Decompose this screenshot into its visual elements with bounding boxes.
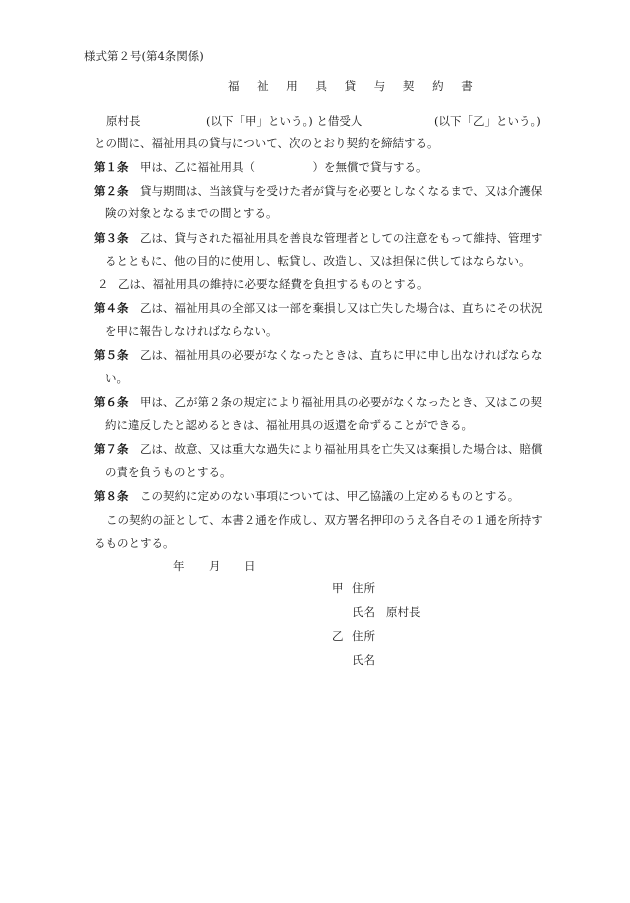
party-b-address-label: 住所 <box>352 629 375 643</box>
article-3-line-2: るとともに、他の目的に使用し、転貸し、改造し、又は担保に供してはならない。 <box>105 254 531 268</box>
document-title: 福 祉 用 具 貸 与 契 約 書 <box>228 79 480 93</box>
article-4-line-1: 乙は、福祉用具の全部又は一部を棄損し又は亡失した場合は、直ちにその状況 <box>140 301 543 315</box>
date-day: 日 <box>244 559 256 573</box>
article-2-line-1: 貸与期間は、当該貸与を受けた者が貸与を必要としなくなるまで、又は介護保 <box>140 184 543 198</box>
intro-borrower-suffix: (以下「乙」という。) <box>434 114 541 128</box>
article-3-heading: 第３条 <box>94 231 129 245</box>
party-b-name-label: 氏名 <box>352 653 375 667</box>
article-1-heading: 第１条 <box>94 160 129 174</box>
intro-lender: 原村長 <box>106 114 141 128</box>
article-4-heading: 第４条 <box>94 301 129 315</box>
closing-line-1: この契約の証として、本書２通を作成し、双方署名押印のうえ各自その１通を所持す <box>106 513 543 527</box>
party-a-name-value: 原村長 <box>386 605 421 619</box>
article-2-line-2: 険の対象となるまでの間とする。 <box>105 206 278 220</box>
party-a-address-label: 住所 <box>352 581 375 595</box>
article-8-heading: 第８条 <box>94 489 129 503</box>
article-5-line-2: い。 <box>105 371 128 385</box>
form-number: 様式第２号(第4条関係) <box>84 49 204 63</box>
article-1-line-1: 甲は、乙に福祉用具（ ）を無償で貸与する。 <box>140 160 428 174</box>
article-3-para-2-number: ２ <box>97 277 109 291</box>
article-5-line-1: 乙は、福祉用具の必要がなくなったときは、直ちに甲に申し出なければならな <box>140 348 543 362</box>
article-3-para-2-line-1: 乙は、福祉用具の維持に必要な経費を負担するものとする。 <box>118 277 429 291</box>
article-7-line-2: の責を負うものとする。 <box>105 465 232 479</box>
article-3-line-1: 乙は、貸与された福祉用具を善良な管理者としての注意をもって維持、管理す <box>140 231 543 245</box>
closing-line-2: るものとする。 <box>94 536 175 550</box>
article-6-line-2: 約に違反したと認めるときは、福祉用具の返還を命ずることができる。 <box>105 418 473 432</box>
article-2-heading: 第２条 <box>94 184 129 198</box>
party-a-mark: 甲 <box>332 581 344 595</box>
intro-lender-suffix: (以下「甲」という。) と借受人 <box>206 114 363 128</box>
article-6-heading: 第６条 <box>94 395 129 409</box>
party-a-name-label: 氏名 <box>352 605 375 619</box>
intro-line-2: との間に、福祉用具の貸与について、次のとおり契約を締結する。 <box>94 136 439 150</box>
article-4-line-2: を甲に報告しなければならない。 <box>105 324 278 338</box>
article-5-heading: 第５条 <box>94 348 129 362</box>
party-b-mark: 乙 <box>332 629 344 643</box>
date-year: 年 <box>173 559 185 573</box>
article-7-line-1: 乙は、故意、又は重大な過失により福祉用具を亡失又は棄損した場合は、賠償 <box>140 442 543 456</box>
article-7-heading: 第７条 <box>94 442 129 456</box>
article-6-line-1: 甲は、乙が第２条の規定により福祉用具の必要がなくなったとき、又はこの契 <box>140 395 543 409</box>
article-8-line-1: この契約に定めのない事項については、甲乙協議の上定めるものとする。 <box>140 489 520 503</box>
date-month: 月 <box>209 559 221 573</box>
